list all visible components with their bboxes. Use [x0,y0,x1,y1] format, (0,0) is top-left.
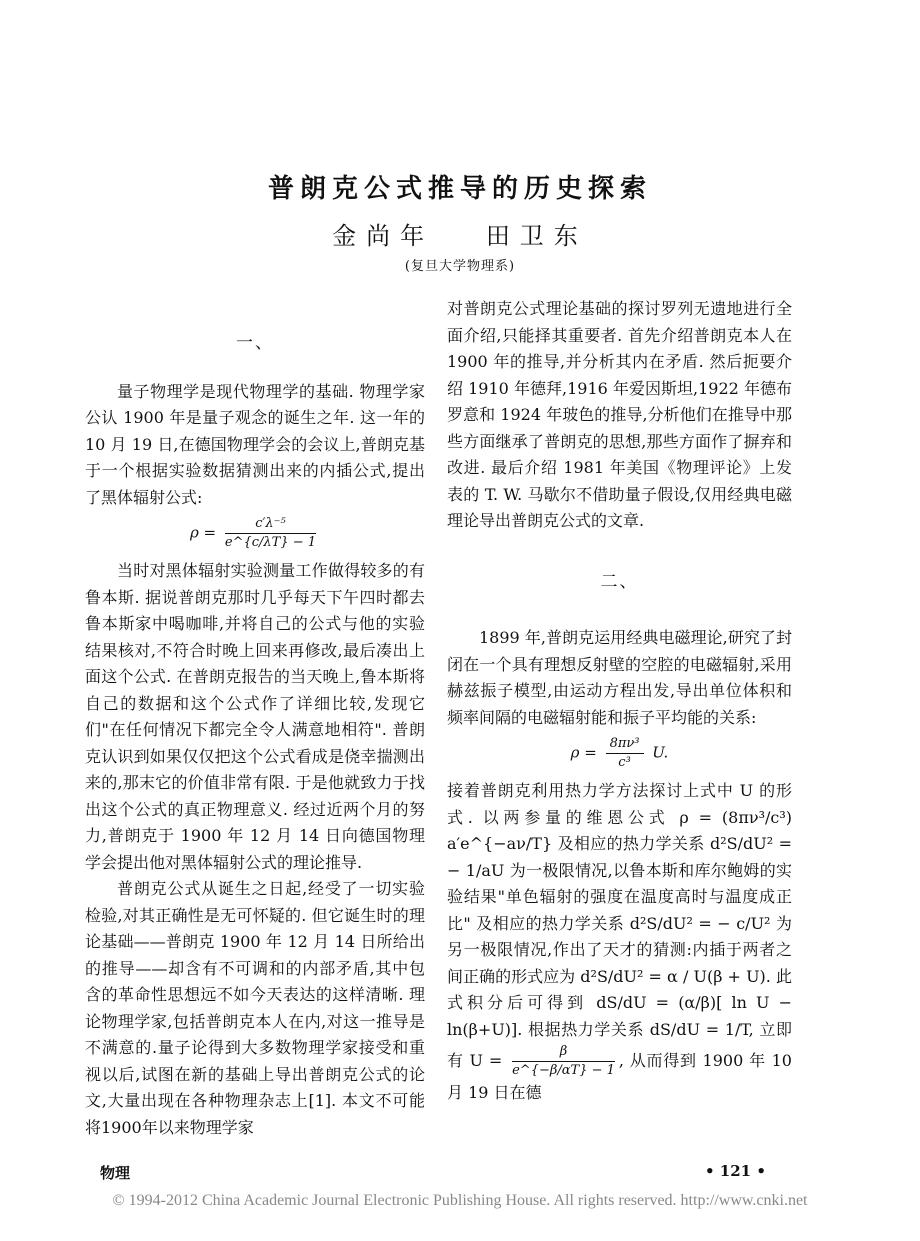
right-column [447,296,792,1107]
copyright-notice: © 1994-2012 China Academic Journal Electronic Publishing House. All rights reserved. http://www.cnki.net [112,1192,808,1209]
author-1: 金尚年 [332,222,435,250]
paragraph: 接着普朗克利用热力学方法探讨上式中 U 的形式. 以两参量的维恩公式 ρ = (8πν³/c³) a′e^{−aν/T} 及相应的热力学关系 d²S/dU² = − 1/aU 为一极限情况,以鲁本斯和库尔鲍姆的实验结果"单色辐射的强度在温度高时与温度成正比" 及相应的热力学关系 d²S/dU² = − c/U² 为另一极限情况,作出了天才的猜测:内插于两者之间正确的形式应为 d²S/dU² = α / U(β + U). 此式积分后可得到 dS/dU = (α/β)[ ln U − ln(β+U)]. 根据热力学关系 dS/dU = 1/T, 立即有 U = $\frac{\beta}{e\^{}\{-\beta/\alpha T\} - 1}$ , 从而得到 1900 年 10 月 19 日在德 [447,781,792,1102]
paragraph: 1899 年,普朗克运用经典电磁理论,研究了封闭在一个具有理想反射壁的空腔的电磁辐射,采用赫兹振子模型,由运动方程出发,导出单位体积和频率间隔的电磁辐射能和振子平均能的关系: [447,628,792,727]
formula-rho-u: ρ = $\frac{\text{8πν³}}{\text{c³}}$ U. [570,736,669,770]
author-2: 田卫东 [485,222,588,250]
paragraph: 对普朗克公式理论基础的探讨罗列无遗地进行全面介绍,只能择其重要者. 首先介绍普朗克本人在 1900 年的推导,并分析其内在矛盾. 然后扼要介绍 1910 年德拜,1916 年爱因斯坦,1922 年德布罗意和 1924 年玻色的推导,分析他们在推导中那些方面继承了普朗克的思想,那些方面作了摒弃和改进. 最后介绍 1981 年美国《物理评论》上发表的 T. W. 马歇尔不借助量子假设,仅用经典电磁理论导出普朗克公式的文章. [447,299,792,530]
paragraph: 普朗克公式从诞生之日起,经受了一切实验检验,对其正确性是无可怀疑的. 但它诞生时的理论基础——普朗克 1900 年 12 月 14 日所给出的推导——却含有不可调和的内部矛盾,其中包含的革命性思想远不如今天表达的这样清晰. 理论物理学家,包括普朗克本人在内,对这一推导是不满意的.量子论得到大多数物理学家接受和重视以后,试图在新的基础上导出普朗克公式的论文,大量出现在各种物理杂志上[1]. 本文不可能将1900年以来物理学家 [85,879,425,1137]
authors [0,216,920,251]
paragraph: 量子物理学是现代物理学的基础. 物理学家公认 1900 年是量子观念的诞生之年. 这一年的 10 月 19 日,在德国物理学会的会议上,普朗克基于一个根据实验数据猜测出来的内插公式,提出了黑体辐射公式: [85,381,425,507]
article-title: 普朗克公式推导的历史探索 [267,174,652,204]
left-column [85,330,425,1141]
page-number: • 121 • [705,1162,766,1180]
section-heading-1: 一、 [236,333,274,353]
section-heading-2: 二、 [600,571,639,592]
fraction: $\frac{\beta}{e\^{}\{-\beta/\alpha T\} - 1}$ [512,1044,615,1078]
fraction: $\frac{\text{8πν³}}{\text{c³}}$ [606,735,644,772]
paragraph: 当时对黑体辐射实验测量工作做得较多的有鲁本斯. 据说普朗克那时几乎每天下午四时都去鲁本斯家中喝咖啡,并将自己的公式与他的实验结果核对,不符合时晚上回来再修改,最后凑出上面这个公式. 在普朗克报告的当天晚上,鲁本斯将自己的数据和这个公式作了详细比较,发现它们"在任何情况下都完全令人满意地相符". 普朗克认识到如果仅仅把这个公式看成是侥幸揣测出来的,那末它的价值非常有限. 于是他就致力于找出这个公式的真正物理意义. 经过近两个月的努力,普朗克于 1900 年 12 月 14 日向德国物理学会提出他对黑体辐射公式的理论推导. [85,561,425,872]
journal-name: 物理 [100,1164,131,1182]
fraction: $\frac{\text{c′λ⁻⁵}}{e\^{}\{c/\lambda T\} - 1}$ [224,516,317,550]
affiliation: (复旦大学物理系) [404,259,516,274]
formula-planck-interp: ρ = $\frac{\text{c′λ⁻⁵}}{e\^{}\{c/\lambda T\} - 1}$ [189,516,317,550]
